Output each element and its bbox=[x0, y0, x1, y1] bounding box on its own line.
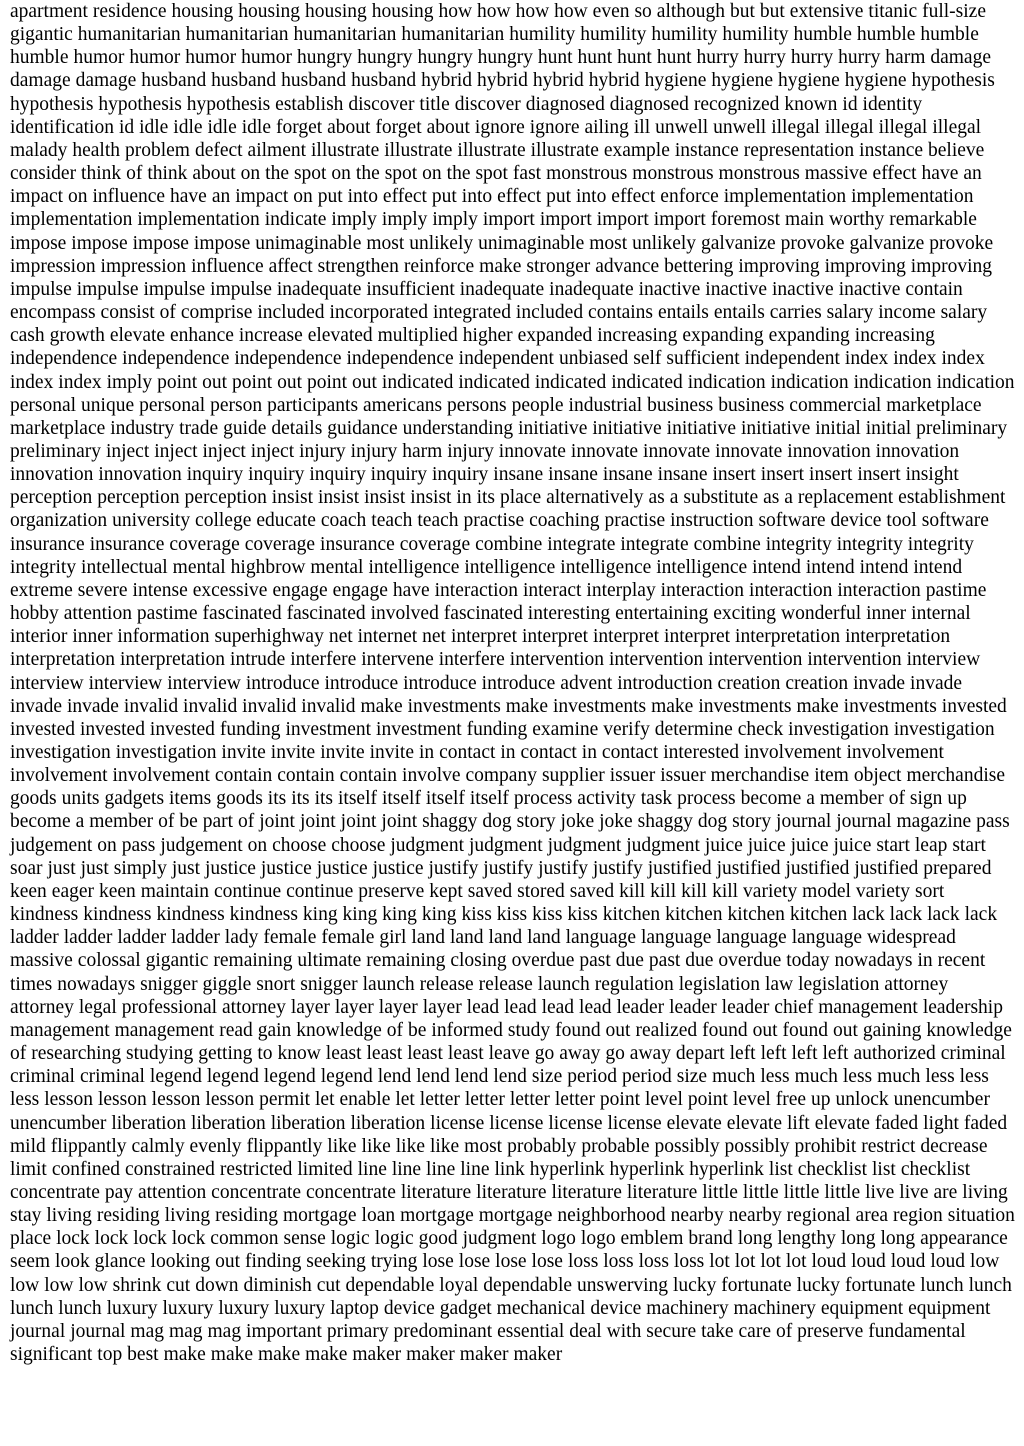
body-text: apartment residence housing housing housing housing how how how how even so although but but extensive titanic full-size gigantic humanitarian humanitarian humanitarian humanitarian humility humility humility humility humble humble humble humble humor humor humor humor hungry hungry hungry hungry hunt hunt hunt hunt hurry hurry hurry hurry harm damage damage damage husband husband husband husband hybrid hybrid hybrid hybrid hygiene hygiene hygiene hygiene hypothesis hypothesis hypothesis hypothesis establish discover title discover diagnosed diagnosed recognized known id identity identification id idle idle idle idle forget about forget about ignore ignore ailing ill unwell unwell illegal illegal illegal illegal malady health problem defect ailment illustrate illustrate illustrate illustrate example instance representation instance believe consider think of think about on the spot on the spot on the spot fast monstrous monstrous monstrous massive effect have an impact on influence have an impact on put into effect put into effect put into effect enforce implementation implementation implementation implementation indicate imply imply imply import import import import foremost main worthy remarkable impose impose impose impose unimaginable most unlikely unimaginable most unlikely galvanize provoke galvanize provoke impression impression influence affect strengthen reinforce make stronger advance bettering improving improving improving impulse impulse impulse impulse inadequate insufficient inadequate inadequate inactive inactive inactive inactive contain encompass consist of comprise included incorporated integrated included contains entails entails carries salary income salary cash growth elevate enhance increase elevated multiplied higher expanded increasing expanding expanding increasing independence independence independence independence independent unbiased self sufficient independent index index index index index imply point out point out point out indicated indicated indicated indicated indication indication indication indication personal unique personal person participants americans persons people industrial business business commercial marketplace marketplace industry trade guide details guidance understanding initiative initiative initiative initiative initial initial preliminary preliminary inject inject inject inject injury injury harm injury innovate innovate innovate innovate innovation innovation innovation innovation inquiry inquiry inquiry inquiry inquiry insane insane insane insane insert insert insert insert insight perception perception perception insist insist insist insist in its place alternatively as a substitute as a replacement establishment organization university college educate coach teach teach practise coaching practise instruction software device tool software insurance insurance coverage coverage insurance coverage combine integrate integrate combine integrity integrity integrity integrity intellectual mental highbrow mental intelligence intelligence intelligence intelligence intend intend intend intend extreme severe intense excessive engage engage have interaction interact interplay interaction interaction interaction pastime hobby attention pastime fascinated fascinated involved fascinated interesting entertaining exciting wonderful inner internal interior inner information superhighway net internet net interpret interpret interpret interpret interpretation interpretation interpretation interpretation intrude interfere intervene interfere intervention intervention intervention intervention interview interview interview interview introduce introduce introduce introduce advent introduction creation creation invade invade invade invade invalid invalid invalid invalid make investments make investments make investments make investments invested invested invested invested funding investment investment funding examine verify determine check investigation investigation investigation investigation invite invite invite invite in contact in contact in contact interested involvement involvement involvement involvement contain contain contain involve company supplier issuer issuer merchandise item object merchandise goods units gadgets items goods its its its itself itself itself itself process activity task process become a member of sign up become a member of be part of joint joint joint joint shaggy dog story joke joke shaggy dog story journal journal magazine pass judgement on pass judgement on choose choose judgment judgment judgment judgment juice juice juice juice start leap start soar just just simply just justice justice justice justice justify justify justify justify justified justified justified justified prepared keen eager keen maintain continue continue preserve kept saved stored saved kill kill kill kill variety model variety sort kindness kindness kindness kindness king king king king kiss kiss kiss kiss kitchen kitchen kitchen kitchen lack lack lack lack ladder ladder ladder ladder lady female female girl land land land land language language language language widespread massive colossal gigantic remaining ultimate remaining closing overdue past due past due overdue today nowadays in recent times nowadays snigger giggle snort snigger launch release release launch regulation legislation law legislation attorney attorney legal professional attorney layer layer layer layer lead lead lead lead leader leader leader chief management leadership management management read gain knowledge of be informed study found out realized found out found out gaining knowledge of researching studying getting to know least least least least leave go away go away depart left left left left authorized criminal criminal criminal legend legend legend legend lend lend lend lend size period period size much less much less much less less less lesson lesson lesson lesson permit let enable let letter letter letter letter point level point level free up unlock unencumber unencumber liberation liberation liberation liberation license license license license elevate elevate lift elevate faded light faded mild flippantly calmly evenly flippantly like like like like most probably probable possibly possibly prohibit restrict decrease limit confined constrained restricted limited line line line line link hyperlink hyperlink hyperlink list checklist list checklist concentrate pay attention concentrate concentrate literature literature literature literature little little little little live live are living stay living residing living residing mortgage loan mortgage mortgage neighborhood nearby nearby regional area region situation place lock lock lock lock common sense logic logic good judgment logo logo emblem brand long lengthy long long appearance seem look glance looking out finding seeking trying lose lose lose lose loss loss loss loss lot lot lot lot loud loud loud loud low low low low shrink cut down diminish cut dependable loyal dependable unswerving lucky fortunate lucky fortunate lunch lunch lunch lunch luxury luxury luxury luxury laptop device gadget mechanical device machinery machinery equipment equipment journal journal mag mag mag important primary predominant essential deal with secure take care of preserve fundamental significant top best make make make make maker maker maker maker bbox=[10, 1, 1015, 1366]
